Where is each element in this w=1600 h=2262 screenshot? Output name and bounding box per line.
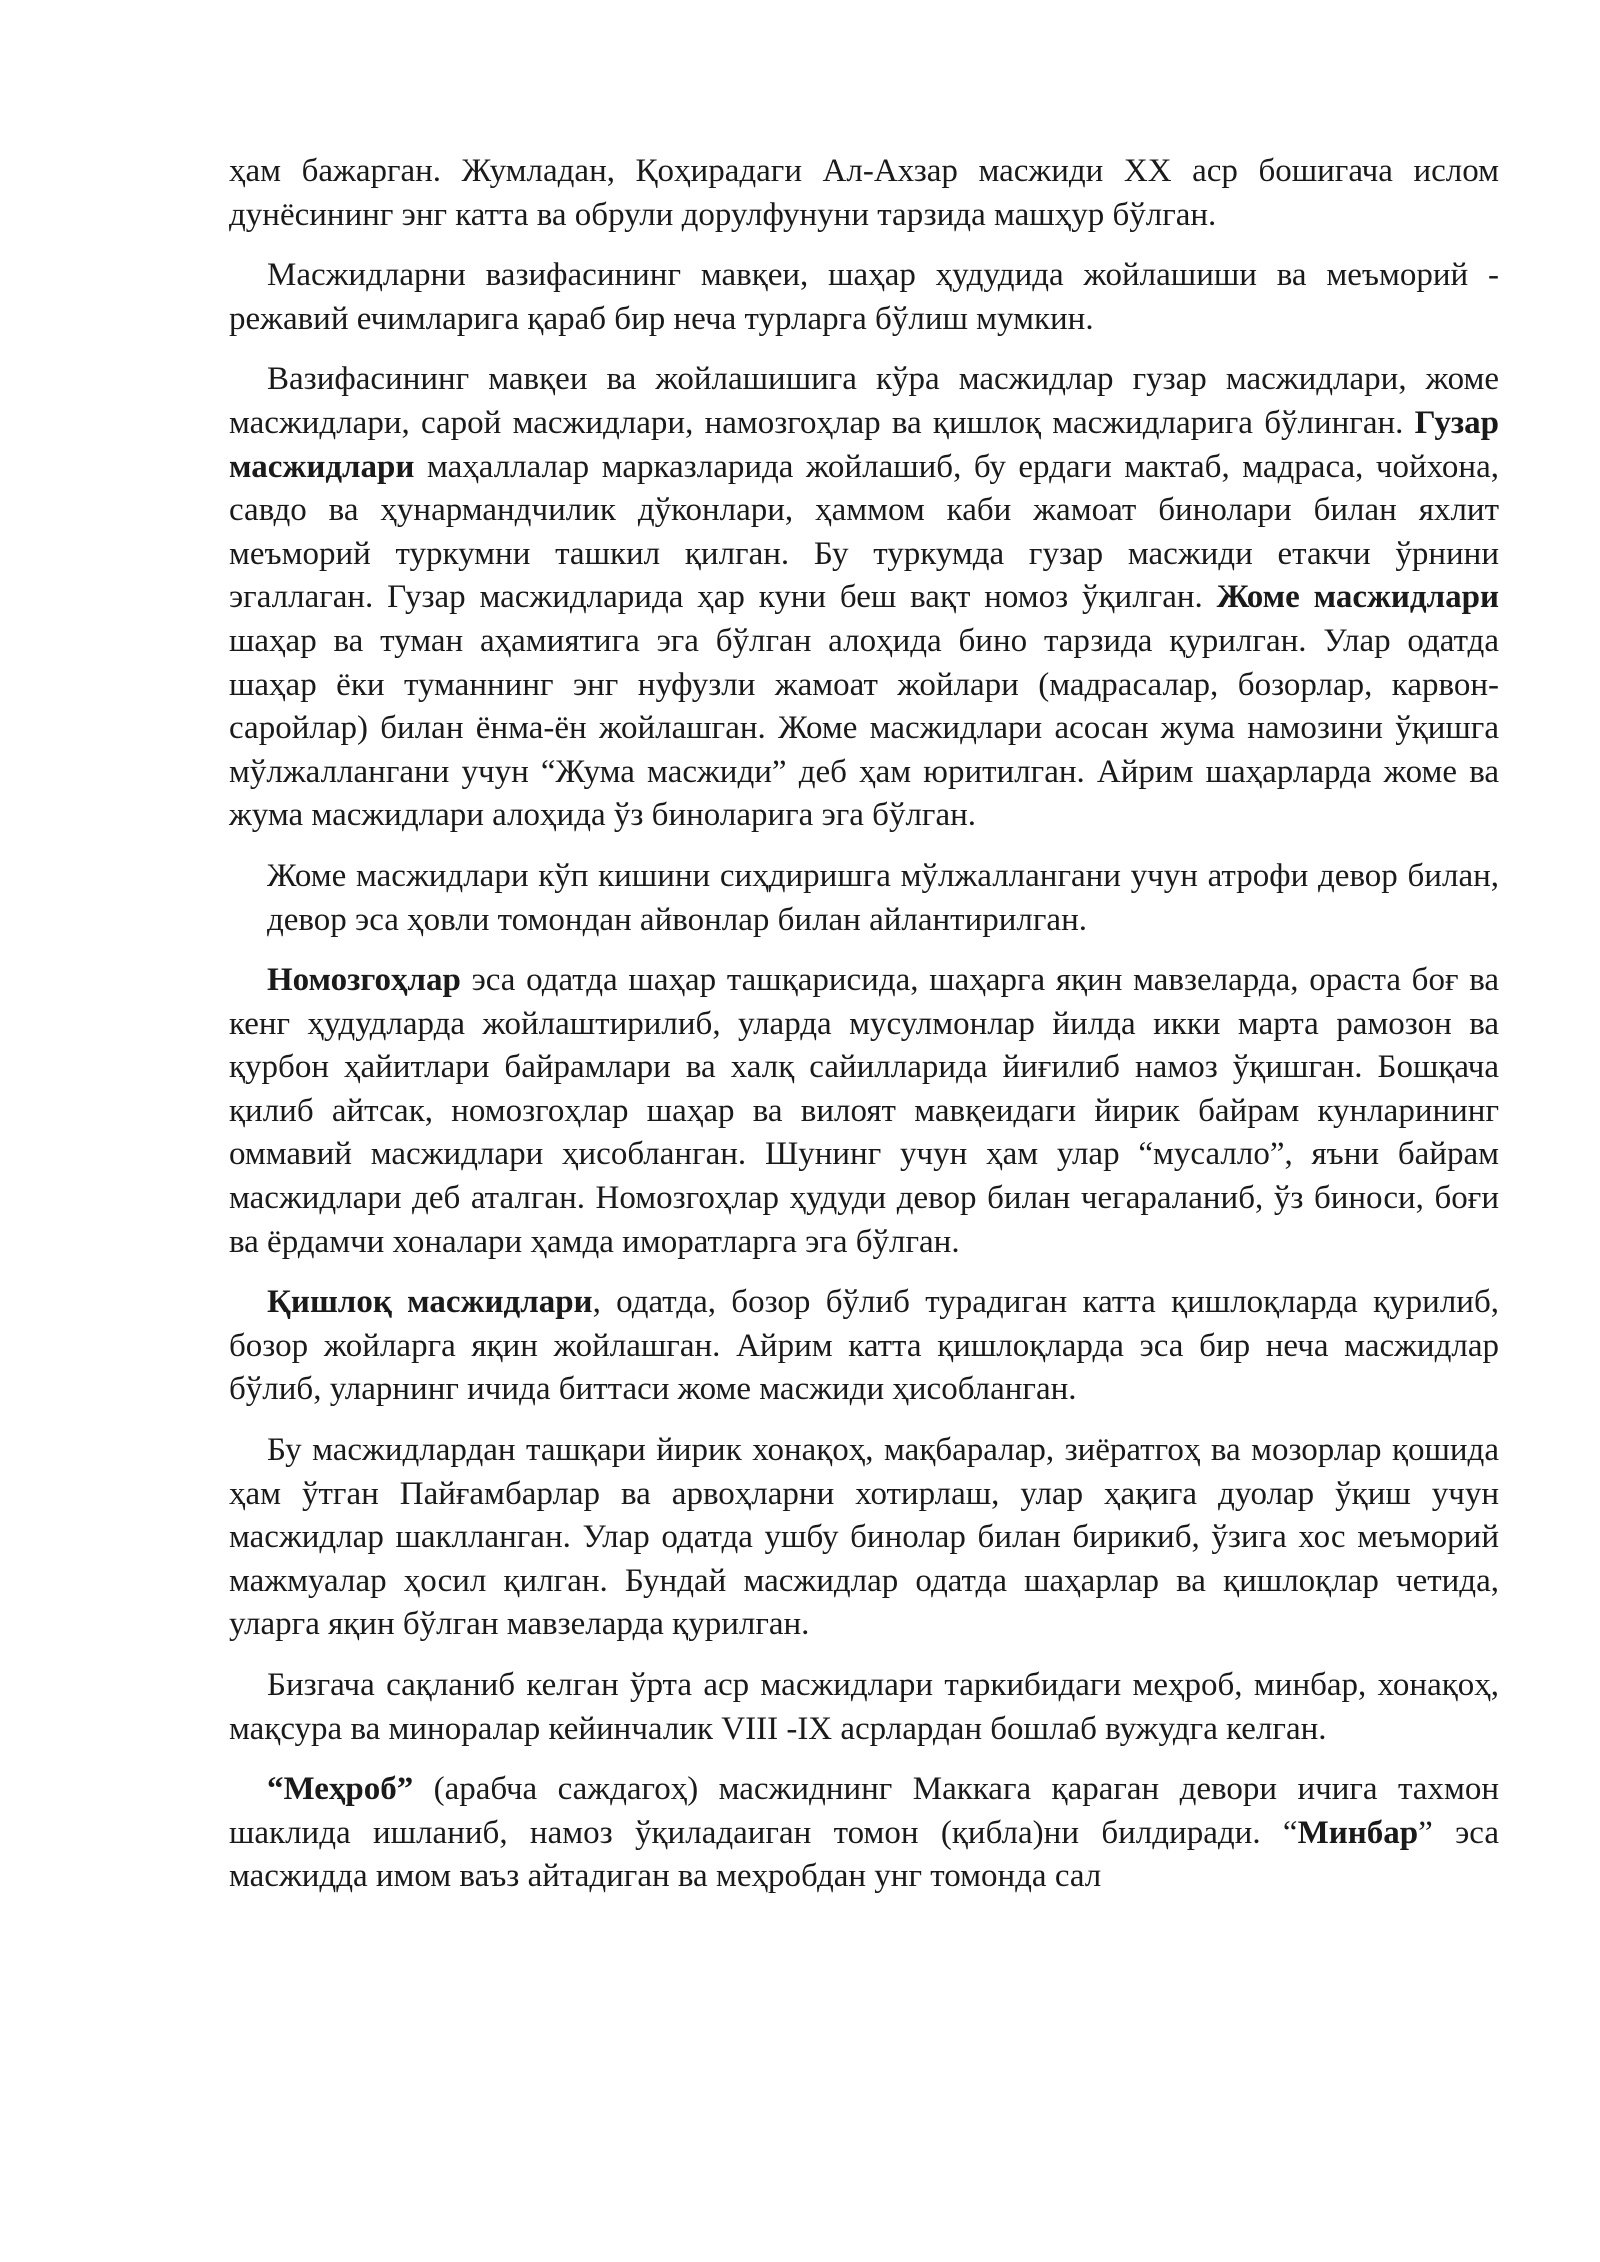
paragraph-9 [229, 1768, 1499, 1899]
paragraph-3 [229, 358, 1499, 838]
paragraph-8: Бизгача сақланиб келган ўрта аср масжидлари таркибидаги меҳроб, минбар, хонақоҳ, мақсура ва миноралар кейинчалик VIII -IX асрлардан бошлаб вужудга келган. [229, 1667, 1499, 1747]
paragraph-5 [229, 959, 1499, 1264]
paragraph-3-text-a: Вазифасининг мавқеи ва жойлашишига кўра масжидлар гузар масжидлари, жоме масжидлари, сарой масжидлари, намозгоҳлар ва қишлоқ масжидларига бўлинган. [229, 361, 1499, 441]
paragraph-6 [229, 1281, 1499, 1412]
paragraph-9-text-b: (арабча саждагоҳ) масжиднинг Маккага қараган девори ичига тахмон шаклида ишланиб, намоз ўқиладаиган томон (қибла)ни билдиради. “ [229, 1771, 1499, 1851]
term-mehrob: “Меҳроб” [267, 1771, 414, 1808]
paragraph-6-text-b: , одатда, бозор бўлиб турадиган катта қишлоқларда қурилиб, бозор жойларга яқин жойлашган. Айрим катта қишлоқларда эса бир неча масжидлар бўлиб, уларнинг ичида биттаси жоме масжиди ҳисобланган. [229, 1284, 1499, 1408]
paragraph-1: ҳам бажарган. Жумладан, Қоҳирадаги Ал-Ахзар масжиди XX аср бошигача ислом дунёсининг энг катта ва обрули дорулфунуни тарзида машҳур бўлган. [229, 153, 1499, 233]
term-guzar-mosques: Гузар масжидлари [229, 404, 1499, 485]
paragraph-4: Жоме масжидлари кўп кишини сиҳдиришга мўлжаллангани учун атрофи девор билан, девор эса ҳовли томондан айвонлар билан айлантирилган. [267, 857, 1499, 938]
term-jome-mosques: Жоме масжидлари [1216, 579, 1500, 616]
paragraph-9-text-d: ” эса масжидда имом ваъз айтадиган ва меҳробдан унг томонда сал [229, 1814, 1499, 1895]
paragraph-5-text-b: эса одатда шаҳар ташқарисида, шаҳарга яқин мавзеларда, ораста боғ ва кенг ҳудудларда жойлаштирилиб, уларда мусулмонлар йилда икки марта рамозон ва қурбон ҳайитлари байрамлари ва халқ сайилларида йиғилиб намоз ўқишган. Бошқача қилиб айтсак, номозгоҳлар шаҳар ва вилоят мавқеидаги йирик байрам кунларининг оммавий масжидлари ҳисобланган. Шунинг учун ҳам улар “мусалло”, яъни байрам масжидлари деб аталган. Номозгоҳлар ҳудуди девор билан чегараланиб, ўз биноси, боғи ва ёрдамчи хоналари ҳамда иморатларга эга бўлган. [229, 962, 1499, 1260]
paragraph-3-text-c: маҳаллалар марказларида жойлашиб, бу ердаги мактаб, мадраса, чойхона, савдо ва ҳунармандчилик дўконлари, ҳаммом каби жамоат бинолари билан яхлит меъморий туркумни ташкил қилган. Бу туркумда гузар масжиди етакчи ўрнини эгаллаган. Гузар масжидларида ҳар куни беш вақт номоз ўқилган. [229, 448, 1499, 616]
term-village-mosques: Қишлоқ масжидлари [267, 1284, 593, 1321]
term-namozgoh: Номозгоҳлар [267, 962, 461, 999]
term-minbar: Минбар [1297, 1814, 1419, 1851]
paragraph-7: Бу масжидлардан ташқари йирик хонақоҳ, мақбаралар, зиёратгоҳ ва мозорлар қошида ҳам ўтган Пайғамбарлар ва арвоҳларни хотирлаш, улар ҳақига дуолар ўқиш учун масжидлар шаклланган. Улар одатда ушбу бинолар билан бирикиб, ўзига хос меъморий мажмуалар ҳосил қилган. Бундай масжидлар одатда шаҳарлар ва қишлоқлар четида, уларга яқин бўлган мавзеларда қурилган. [229, 1432, 1499, 1643]
paragraph-2: Масжидларни вазифасининг мавқеи, шаҳар ҳудудида жойлашиши ва меъморий - режавий ечимларига қараб бир неча турларга бўлиш мумкин. [229, 257, 1499, 337]
document-page [229, 150, 1499, 1916]
paragraph-3-text-e: шаҳар ва туман аҳамиятига эга бўлган алоҳида бино тарзида қурилган. Улар одатда шаҳар ёки туманнинг энг нуфузли жамоат жойлари (мадрасалар, бозорлар, карвон-саройлар) билан ёнма-ён жойлашган. Жоме масжидлари асосан жума намозини ўқишга мўлжаллангани учун “Жума масжиди” деб ҳам юритилган. Айрим шаҳарларда жоме ва жума масжидлари алоҳида ўз биноларига эга бўлган. [229, 622, 1499, 834]
